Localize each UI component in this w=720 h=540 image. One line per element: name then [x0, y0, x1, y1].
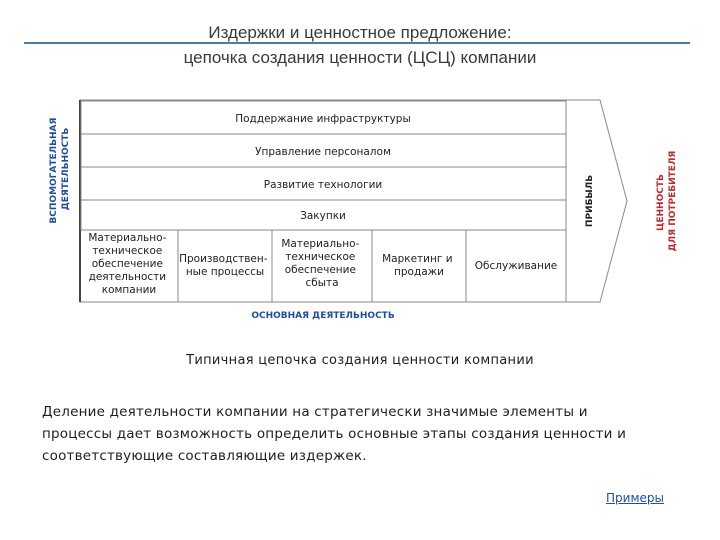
primary-activities-label: ОСНОВНАЯ ДЕЯТЕЛЬНОСТЬ	[251, 311, 395, 321]
support-label-line-2: ДЕЯТЕЛЬНОСТЬ	[61, 127, 71, 211]
primary-activity-line: техническое	[285, 251, 356, 263]
support-activity-label: Развитие технологии	[263, 179, 383, 191]
body-line-3: соответствующие составляющие издержек.	[42, 448, 367, 464]
support-label-line-1: ВСПОМОГАТЕЛЬНАЯ	[49, 117, 59, 224]
value-label-line-2: ДЛЯ ПОТРЕБИТЕЛЯ	[668, 150, 678, 252]
primary-activity-line: Маркетинг и	[382, 253, 453, 265]
slide-title-line-1: Издержки и ценностное предложение:	[208, 23, 512, 42]
primary-activity-service	[475, 260, 558, 272]
slide-title-line-2: цепочка создания ценности (ЦСЦ) компании	[183, 48, 537, 67]
primary-activity-line: деятельности	[88, 271, 167, 283]
primary-activity-line: обеспечение	[284, 264, 356, 276]
primary-activity-line: компании	[101, 284, 157, 296]
profit-label: ПРИБЫЛЬ	[585, 174, 595, 228]
value-label-line-1: ЦЕННОСТЬ	[656, 174, 666, 231]
support-activities-label	[49, 114, 71, 223]
primary-activity-line: Материально-	[281, 238, 360, 250]
primary-activity-line: Производствен-	[179, 253, 268, 265]
primary-activity-line: техническое	[92, 245, 163, 257]
support-activity-label: Закупки	[300, 210, 346, 222]
support-activity-label: Поддержание инфраструктуры	[235, 113, 411, 125]
examples-link[interactable]: Примеры	[606, 491, 664, 505]
primary-activity-operations	[179, 253, 271, 278]
diagram-caption: Типичная цепочка создания ценности компании	[186, 353, 534, 368]
primary-activity-line: обеспечение	[91, 258, 163, 270]
primary-activity-line: Обслуживание	[474, 260, 558, 272]
support-activity-label: Управление персоналом	[255, 146, 391, 158]
primary-activity-line: сбыта	[305, 277, 339, 289]
body-line-1: Деление деятельности компании на стратегически значимые элементы и	[42, 404, 588, 420]
primary-activity-line: ные процессы	[185, 266, 265, 278]
body-line-2: процессы дает возможность определить основные этапы создания ценности и	[42, 426, 627, 442]
customer-value-label	[656, 151, 678, 252]
primary-activity-line: продажи	[394, 266, 444, 278]
primary-activity-line: Материально-	[88, 232, 167, 244]
body-text	[42, 401, 682, 467]
